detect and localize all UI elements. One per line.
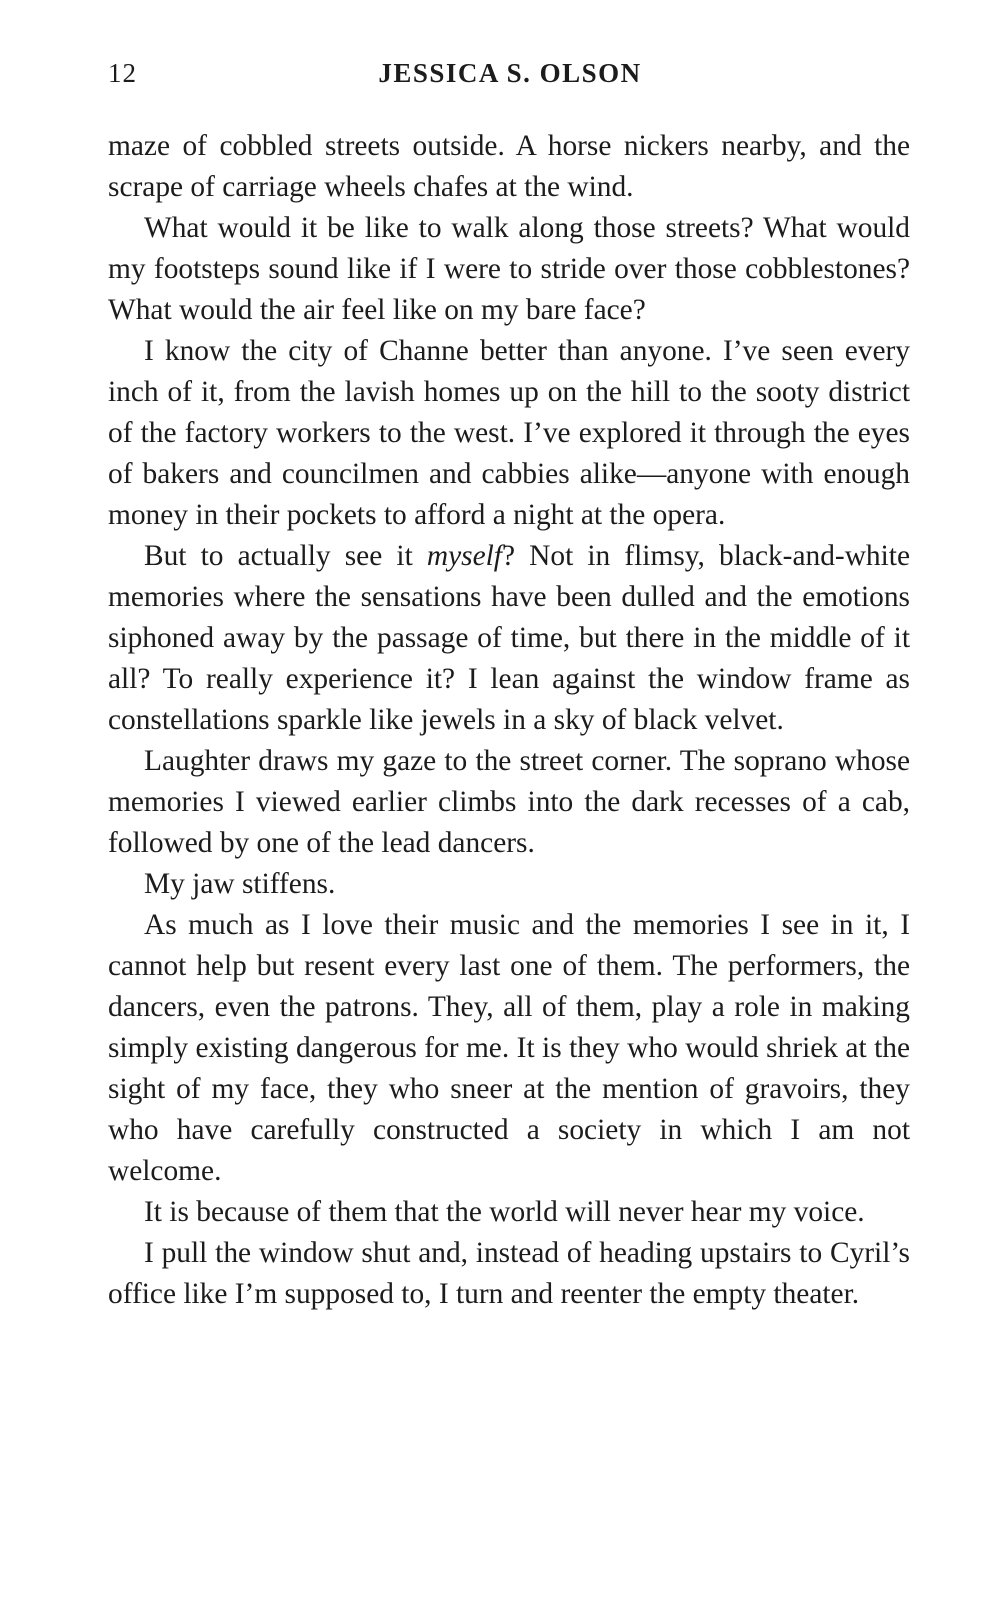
body-text bbox=[108, 126, 910, 1315]
paragraph-4 bbox=[108, 536, 910, 741]
paragraph-2: What would it be like to walk along those streets? What would my footsteps sound like if I were to stride over those cobblestones? What would the air feel like on my bare face? bbox=[108, 212, 910, 326]
paragraph-3: I know the city of Channe better than anyone. I’ve seen every inch of it, from the lavish homes up on the hill to the sooty district of the factory workers to the west. I’ve explored it through the eyes of bakers and councilmen and cabbies alike—anyone with enough money in their pockets to afford a night at the opera. bbox=[108, 335, 910, 531]
paragraph-9: I pull the window shut and, instead of heading upstairs to Cyril’s office like I’m supposed to, I turn and reenter the empty theater. bbox=[108, 1237, 910, 1310]
paragraph-4-end: ? Not in flimsy, black-and-white memories where the sensations have been dulled and the emotions siphoned away by the passage of time, but there in the middle of it all? To really experience it? I lean against the window frame as constellations sparkle like jewels in a sky of black velvet. bbox=[108, 540, 910, 736]
paragraph-7: As much as I love their music and the memories I see in it, I cannot help but resent every last one of them. The performers, the dancers, even the patrons. They, all of them, play a role in making simply existing dangerous for me. It is they who would shriek at the sight of my face, they who sneer at the mention of gravoirs, they who have carefully constructed a society in which I am not welcome. bbox=[108, 909, 910, 1187]
paragraph-5: Laughter draws my gaze to the street corner. The soprano whose memories I viewed earlier climbs into the dark recesses of a cab, followed by one of the lead dancers. bbox=[108, 745, 910, 859]
paragraph-6: My jaw stiffens. bbox=[144, 868, 336, 900]
page-number: 12 bbox=[108, 58, 137, 88]
running-title: JESSICA S. OLSON bbox=[378, 58, 642, 88]
paragraph-1: maze of cobbled streets outside. A horse nickers nearby, and the scrape of carriage wheels chafes at the wind. bbox=[108, 130, 910, 203]
paragraph-4-start: But to actually see it bbox=[144, 540, 427, 572]
paragraph-8: It is because of them that the world will never hear my voice. bbox=[144, 1196, 865, 1228]
running-head bbox=[108, 58, 912, 98]
emphasis-myself: myself bbox=[426, 540, 502, 572]
